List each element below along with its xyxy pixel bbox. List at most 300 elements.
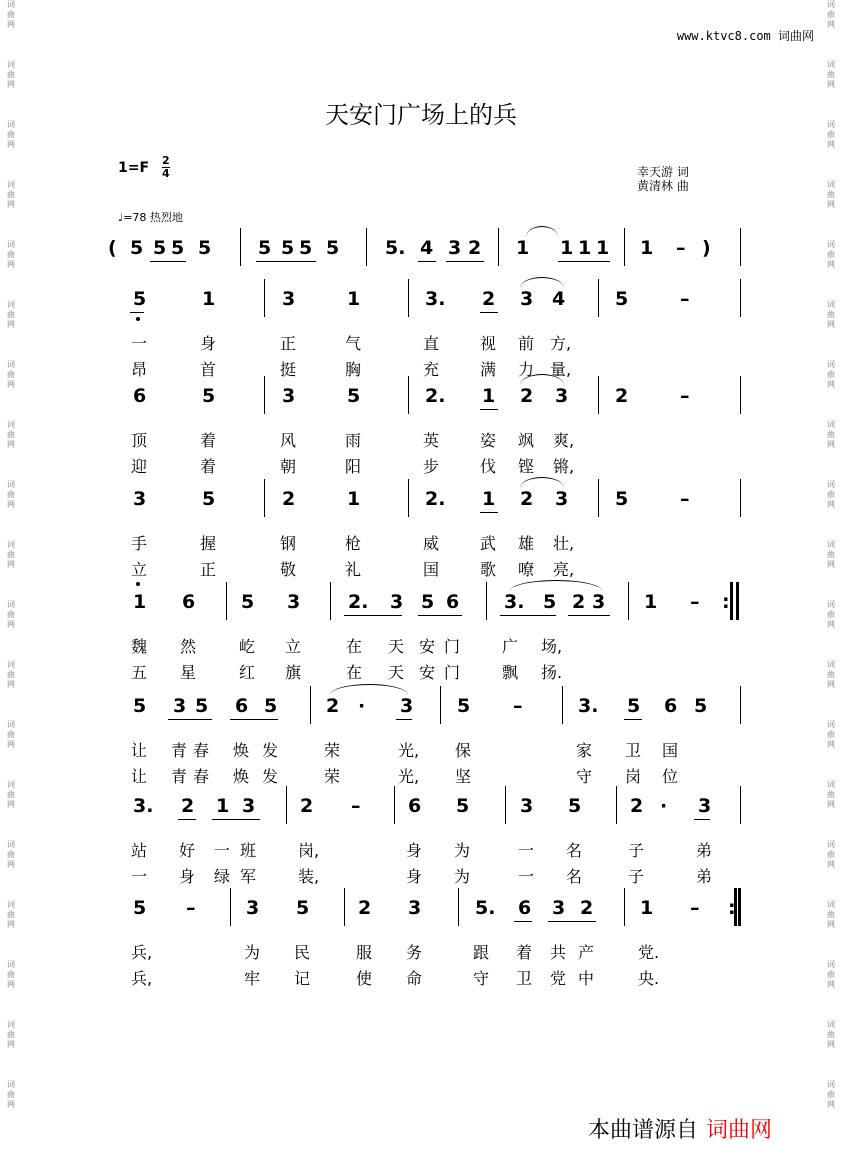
beam-underline — [344, 615, 402, 616]
watermark-char: 词 — [827, 900, 835, 909]
lyric-char: 天 — [388, 663, 405, 682]
note: 5 — [615, 488, 629, 510]
watermark-char: 词 — [827, 240, 835, 249]
lyric-char: 英 — [423, 431, 440, 450]
lyric-char: 发 — [262, 767, 279, 786]
note: 3 — [555, 385, 569, 407]
barline — [264, 279, 265, 317]
barline — [408, 376, 409, 414]
note: 5 — [347, 385, 361, 407]
lyric-char: 歌 — [480, 560, 497, 579]
beam-underline — [150, 261, 186, 262]
note: 5 — [543, 591, 557, 613]
lyric-char: 岗 — [625, 767, 642, 786]
barline — [628, 582, 629, 620]
lyric-char: 卫 — [625, 741, 642, 760]
lyric-char: 然 — [180, 637, 197, 656]
high-octave-dot — [136, 582, 140, 586]
watermark-char: 曲 — [7, 1030, 15, 1039]
lyric-char: 装, — [298, 867, 320, 886]
lyric-char: 一 — [518, 867, 535, 886]
watermark-char: 词 — [7, 1020, 15, 1029]
watermark-char: 词 — [7, 900, 15, 909]
note: 5 — [202, 488, 216, 510]
note: 5. — [475, 897, 496, 919]
note: 2. — [425, 488, 446, 510]
lyric-char: 伐 — [480, 457, 497, 476]
note: 5 — [421, 591, 435, 613]
barline — [226, 582, 227, 620]
lyric-char: 立 — [131, 560, 148, 579]
watermark-char: 曲 — [827, 430, 835, 439]
beam-underline — [480, 409, 498, 410]
barline — [286, 786, 287, 824]
barline — [440, 686, 441, 724]
lyric-char: 名 — [566, 841, 583, 860]
note: : — [722, 591, 730, 613]
watermark-char: 网 — [827, 440, 835, 449]
lyric-char: 手 — [131, 534, 148, 553]
watermark-char: 词 — [7, 780, 15, 789]
note: – — [351, 795, 361, 817]
watermark-char: 曲 — [827, 670, 835, 679]
watermark-char: 曲 — [7, 730, 15, 739]
watermark-char: 网 — [7, 500, 15, 509]
watermark-char: 词 — [7, 660, 15, 669]
footer — [588, 1113, 772, 1144]
watermark-char: 词 — [827, 660, 835, 669]
beam-underline — [694, 819, 710, 820]
note: 3 — [173, 695, 187, 717]
watermark-char: 曲 — [827, 250, 835, 259]
low-octave-dot — [136, 317, 140, 321]
note: 5 — [202, 385, 216, 407]
watermark-char: 词 — [827, 60, 835, 69]
watermark-char: 网 — [7, 680, 15, 689]
note: 2 — [468, 237, 482, 259]
lyric-char: 魏 — [131, 637, 148, 656]
watermark-char: 网 — [827, 980, 835, 989]
watermark-char: 词 — [827, 780, 835, 789]
lyric-char: 国 — [423, 560, 440, 579]
lyric-char: 朝 — [280, 457, 297, 476]
note: : — [728, 897, 736, 919]
watermark-char: 网 — [827, 320, 835, 329]
lyric-char: 红 — [239, 663, 256, 682]
watermark-char: 网 — [7, 440, 15, 449]
watermark-char: 网 — [7, 560, 15, 569]
lyric-char: 握 — [200, 534, 217, 553]
note: 2 — [572, 591, 586, 613]
note: 1 — [347, 288, 361, 310]
note: 5 — [694, 695, 708, 717]
note: 6 — [235, 695, 249, 717]
barline — [505, 786, 506, 824]
watermark-char: 网 — [7, 620, 15, 629]
watermark-char: 词 — [7, 480, 15, 489]
watermark-char: 曲 — [827, 1090, 835, 1099]
lyric-char: 焕 — [233, 767, 250, 786]
lyric-char: 卫 — [516, 969, 533, 988]
note: 2 — [630, 795, 644, 817]
lyric-char: 姿 — [480, 431, 497, 450]
barline — [598, 479, 599, 517]
lyric-char: 守 — [473, 969, 490, 988]
lyric-char: 绿 — [214, 867, 231, 886]
note: 2 — [300, 795, 314, 817]
beam-underline — [230, 719, 278, 720]
note: 3 — [698, 795, 712, 817]
watermark-char: 词 — [7, 0, 15, 9]
lyric-char: 为 — [244, 943, 261, 962]
lyric-char: 扬. — [541, 663, 563, 682]
watermark-char: 曲 — [827, 1030, 835, 1039]
watermark-char: 词 — [7, 600, 15, 609]
lyric-char: 正 — [200, 560, 217, 579]
barline — [344, 888, 345, 926]
watermark-char: 网 — [7, 860, 15, 869]
barline — [264, 479, 265, 517]
watermark-char: 曲 — [7, 1090, 15, 1099]
watermark-char: 曲 — [7, 670, 15, 679]
watermark-char: 曲 — [7, 490, 15, 499]
watermark-char: 曲 — [827, 130, 835, 139]
note: 3 — [287, 591, 301, 613]
lyric-char: 荣 — [324, 767, 341, 786]
note: 1 — [640, 897, 654, 919]
note: 2 — [615, 385, 629, 407]
lyric-char: 铿 — [518, 457, 535, 476]
note: – — [690, 591, 700, 613]
lyric-char: 广 — [502, 637, 519, 656]
lyric-char: 守 — [576, 767, 593, 786]
lyric-char: 着 — [516, 943, 533, 962]
lyric-char: 为 — [454, 841, 471, 860]
footer-brand[interactable]: 词曲网 — [706, 1118, 773, 1143]
key-signature: 1=F — [118, 160, 150, 176]
note: 6 — [133, 385, 147, 407]
lyric-char: 班 — [240, 841, 257, 860]
note: 5 — [241, 591, 255, 613]
lyric-char: 威 — [423, 534, 440, 553]
watermark-char: 网 — [827, 1100, 835, 1109]
note: 5 — [627, 695, 641, 717]
watermark-char: 曲 — [827, 610, 835, 619]
slur — [330, 684, 408, 695]
note: 5 — [133, 695, 147, 717]
note: – — [680, 288, 690, 310]
slur — [520, 477, 564, 488]
site-header[interactable]: www.ktvc8.com 词曲网 — [676, 29, 814, 43]
barline — [740, 479, 741, 517]
beam-underline — [446, 261, 484, 262]
watermark-char: 网 — [7, 1040, 15, 1049]
watermark-char: 曲 — [7, 10, 15, 19]
lyric-char: 央. — [638, 969, 660, 988]
note: 5 — [615, 288, 629, 310]
lyric-char: 使 — [356, 969, 373, 988]
watermark-char: 曲 — [7, 130, 15, 139]
lyric-char: 充 — [423, 360, 440, 379]
lyric-char: 一 — [214, 841, 231, 860]
watermark-char: 曲 — [7, 370, 15, 379]
note: 5 — [130, 237, 144, 259]
beam-underline — [548, 921, 596, 922]
lyric-char: 礼 — [345, 560, 362, 579]
watermark-char: 曲 — [7, 790, 15, 799]
watermark-char: 词 — [7, 180, 15, 189]
lyric-char: 天 — [388, 637, 405, 656]
lyric-char: 方, — [550, 334, 572, 353]
note: 3 — [448, 237, 462, 259]
lyric-char: 坚 — [455, 767, 472, 786]
note: 1 — [644, 591, 658, 613]
note: 1 — [347, 488, 361, 510]
watermark-char: 词 — [7, 420, 15, 429]
note: 2 — [282, 488, 296, 510]
watermark-char: 词 — [7, 300, 15, 309]
watermark-char: 词 — [827, 180, 835, 189]
lyric-char: 一 — [518, 841, 535, 860]
lyric-char: 民 — [294, 943, 311, 962]
lyric-char: 武 — [480, 534, 497, 553]
watermark-char: 曲 — [7, 250, 15, 259]
watermark-char: 词 — [827, 0, 835, 9]
lyric-char: 弟 — [696, 867, 713, 886]
watermark-char: 网 — [7, 80, 15, 89]
lyric-char: 顶 — [131, 431, 148, 450]
watermark-char: 曲 — [827, 370, 835, 379]
watermark-char: 网 — [827, 620, 835, 629]
barline — [598, 376, 599, 414]
note: 6 — [664, 695, 678, 717]
watermark-char: 曲 — [7, 850, 15, 859]
watermark-char: 网 — [7, 320, 15, 329]
barline — [562, 686, 563, 724]
watermark-char: 曲 — [827, 310, 835, 319]
lyric-char: 枪 — [345, 534, 362, 553]
beam-underline — [168, 719, 212, 720]
note: 5 — [264, 695, 278, 717]
note: 6 — [408, 795, 422, 817]
note: · — [660, 795, 668, 817]
watermark-char: 词 — [7, 1080, 15, 1089]
watermark-char: 网 — [827, 80, 835, 89]
lyric-char: 荣 — [324, 741, 341, 760]
note: 1 — [596, 237, 610, 259]
watermark-char: 词 — [827, 600, 835, 609]
lyric-char: 正 — [280, 334, 297, 353]
note: 5 — [153, 237, 167, 259]
watermark-char: 网 — [827, 800, 835, 809]
lyric-char: 场, — [541, 637, 563, 656]
lyric-char: 兵, — [131, 969, 153, 988]
song-title: 天安门广场上的兵 — [325, 101, 517, 129]
note: 1 — [560, 237, 574, 259]
lyric-char: 站 — [131, 841, 148, 860]
beam-underline — [256, 261, 316, 262]
note: 3 — [246, 897, 260, 919]
lyric-char: 五 — [131, 663, 148, 682]
note: 3 — [133, 488, 147, 510]
barline — [310, 686, 311, 724]
watermark-char: 网 — [827, 740, 835, 749]
barline — [486, 582, 487, 620]
note: 3. — [133, 795, 154, 817]
watermark-char: 网 — [7, 800, 15, 809]
note: 3 — [242, 795, 256, 817]
beam-underline — [514, 921, 532, 922]
beam-underline — [480, 512, 498, 513]
watermark-char: 网 — [7, 920, 15, 929]
lyric-char: 星 — [180, 663, 197, 682]
watermark-char: 词 — [827, 1020, 835, 1029]
note: 3 — [520, 288, 534, 310]
watermark-char: 网 — [7, 980, 15, 989]
watermark-char: 网 — [827, 260, 835, 269]
watermark-char: 网 — [827, 680, 835, 689]
note: 1 — [482, 385, 496, 407]
note: 5 — [457, 695, 471, 717]
note: 3 — [592, 591, 606, 613]
note: 3 — [552, 897, 566, 919]
lyric-char: 让 — [131, 767, 148, 786]
left-watermark — [4, 0, 18, 1171]
note: 5 — [133, 897, 147, 919]
watermark-char: 网 — [827, 140, 835, 149]
barline — [264, 376, 265, 414]
note: – — [676, 237, 686, 259]
beam-underline — [480, 312, 498, 313]
lyric-char: 在 — [346, 663, 363, 682]
slur — [510, 580, 602, 591]
lyric-char: 名 — [566, 867, 583, 886]
note: 1 — [202, 288, 216, 310]
lyric-char: 安 — [419, 663, 436, 682]
note: ( — [108, 237, 117, 259]
note: – — [680, 385, 690, 407]
lyric-char: 飒 — [518, 431, 535, 450]
lyric-char: 春 — [193, 741, 210, 760]
lyric-char: 锵, — [553, 457, 575, 476]
watermark-char: 词 — [827, 840, 835, 849]
watermark-char: 词 — [827, 720, 835, 729]
lyric-char: 屹 — [239, 637, 256, 656]
lyric-char: 产 — [578, 943, 595, 962]
note: 3 — [390, 591, 404, 613]
watermark-char: 网 — [7, 200, 15, 209]
barline — [598, 279, 599, 317]
lyric-char: 门 — [444, 663, 461, 682]
note: 5 — [195, 695, 209, 717]
lyric-char: 务 — [406, 943, 423, 962]
note: 5 — [198, 237, 212, 259]
footer-text: 本曲谱源自 — [588, 1118, 699, 1143]
lyric-char: 雄 — [518, 534, 535, 553]
lyric-char: 军 — [240, 867, 257, 886]
lyric-char: 记 — [294, 969, 311, 988]
watermark-char: 网 — [7, 740, 15, 749]
lyric-char: 青 — [171, 741, 188, 760]
note: 3 — [408, 897, 422, 919]
barline — [738, 888, 741, 926]
barline — [240, 228, 241, 266]
watermark-char: 曲 — [827, 910, 835, 919]
note: ) — [702, 237, 711, 259]
barline — [366, 228, 367, 266]
watermark-char: 词 — [827, 420, 835, 429]
beam-underline — [558, 261, 610, 262]
watermark-char: 曲 — [7, 70, 15, 79]
note: 3 — [400, 695, 414, 717]
watermark-char: 曲 — [7, 610, 15, 619]
watermark-char: 词 — [827, 480, 835, 489]
barline — [624, 888, 625, 926]
lyric-char: 让 — [131, 741, 148, 760]
note: 1 — [516, 237, 530, 259]
note: 3 — [555, 488, 569, 510]
watermark-char: 词 — [7, 240, 15, 249]
lyric-char: 壮, — [553, 534, 575, 553]
lyric-char: 共 — [550, 943, 567, 962]
watermark-char: 词 — [827, 540, 835, 549]
lyric-char: 满 — [480, 360, 497, 379]
watermark-char: 曲 — [7, 550, 15, 559]
beam-underline — [418, 261, 436, 262]
barline — [740, 686, 741, 724]
watermark-char: 曲 — [7, 190, 15, 199]
lyric-char: 服 — [356, 943, 373, 962]
watermark-char: 网 — [7, 20, 15, 29]
lyric-char: 光, — [398, 741, 420, 760]
note: 2 — [482, 288, 496, 310]
lyric-char: 直 — [423, 334, 440, 353]
lyric-char: 中 — [578, 969, 595, 988]
lyric-char: 为 — [454, 867, 471, 886]
note: 2 — [326, 695, 340, 717]
note: – — [513, 695, 523, 717]
lyric-char: 牢 — [244, 969, 261, 988]
watermark-char: 网 — [7, 1100, 15, 1109]
watermark-char: 词 — [827, 360, 835, 369]
barline — [740, 376, 741, 414]
lyric-char: 一 — [131, 867, 148, 886]
watermark-char: 网 — [827, 380, 835, 389]
beam-underline — [500, 615, 556, 616]
note: 3. — [504, 591, 525, 613]
watermark-char: 词 — [827, 1080, 835, 1089]
lyric-char: 立 — [285, 637, 302, 656]
tempo-marking: ♩=78 热烈地 — [118, 211, 183, 224]
barline — [394, 786, 395, 824]
composer: 黄清林 曲 — [637, 179, 689, 193]
lyric-char: 焕 — [233, 741, 250, 760]
watermark-char: 词 — [7, 720, 15, 729]
watermark-char: 网 — [827, 860, 835, 869]
watermark-char: 词 — [827, 300, 835, 309]
lyric-char: 子 — [628, 841, 645, 860]
lyric-char: 亮, — [553, 560, 575, 579]
lyric-char: 敬 — [280, 560, 297, 579]
note: – — [690, 897, 700, 919]
beam-underline — [624, 719, 642, 720]
barline — [498, 228, 499, 266]
barline — [230, 888, 231, 926]
watermark-char: 词 — [7, 960, 15, 969]
note: 5 — [568, 795, 582, 817]
slur — [526, 226, 558, 237]
note: 5 — [171, 237, 185, 259]
